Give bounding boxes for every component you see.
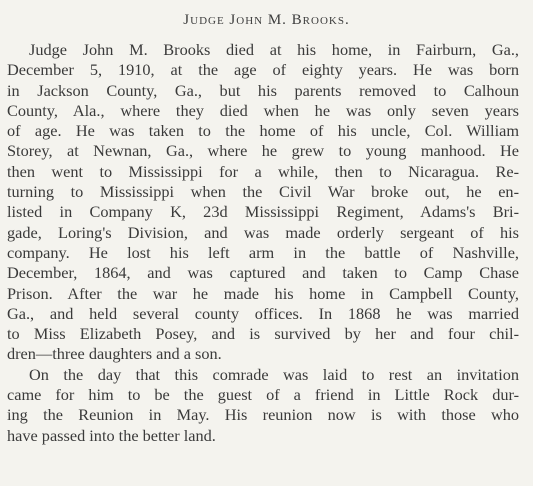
paragraph-1	[7, 40, 519, 365]
text-line: ing the Reunion in May. His reunion now is with those who	[7, 405, 519, 425]
text-line: turning to Mississippi when the Civil War broke out, he en-	[7, 182, 519, 202]
text-line: of age. He was taken to the home of his uncle, Col. William	[7, 121, 519, 141]
text-line: then went to Mississippi for a while, then to Nicaragua. Re-	[7, 161, 519, 181]
text-line: County, Ala., where they died when he was only seven years	[7, 100, 519, 120]
text-line: On the day that this comrade was laid to rest an invitation	[29, 364, 519, 384]
text-line: December 5, 1910, at the age of eighty years. He was born	[7, 60, 519, 80]
text-line: company. He lost his left arm in the battle of Nashville,	[7, 242, 519, 262]
page-title: Judge John M. Brooks.	[183, 12, 350, 28]
text-line: came for him to be the guest of a friend in Little Rock dur-	[7, 385, 519, 405]
text-line: Judge John M. Brooks died at his home, in Fairburn, Ga.,	[29, 40, 519, 59]
article-body	[7, 40, 519, 446]
text-line: Prison. After the war he made his home in Campbell County,	[7, 283, 519, 303]
text-line: gade, Loring's Division, and was made orderly sergeant of his	[7, 222, 519, 242]
text-line: to Miss Elizabeth Posey, and is survived by her and four chil-	[7, 324, 519, 344]
text-line: December, 1864, and was captured and taken to Camp Chase	[7, 263, 519, 283]
text-line: have passed into the better land.	[7, 425, 216, 445]
text-line: dren—three daughters and a son.	[7, 344, 222, 364]
text-line: Ga., and held several county offices. In 1868 he was married	[7, 303, 519, 323]
text-line: in Jackson County, Ga., but his parents removed to Calhoun	[7, 80, 519, 100]
text-line: Storey, at Newnan, Ga., where he grew to young manhood. He	[7, 141, 519, 161]
text-line: listed in Company K, 23d Mississippi Regiment, Adams's Bri-	[7, 202, 519, 222]
paragraph-2	[7, 365, 519, 446]
